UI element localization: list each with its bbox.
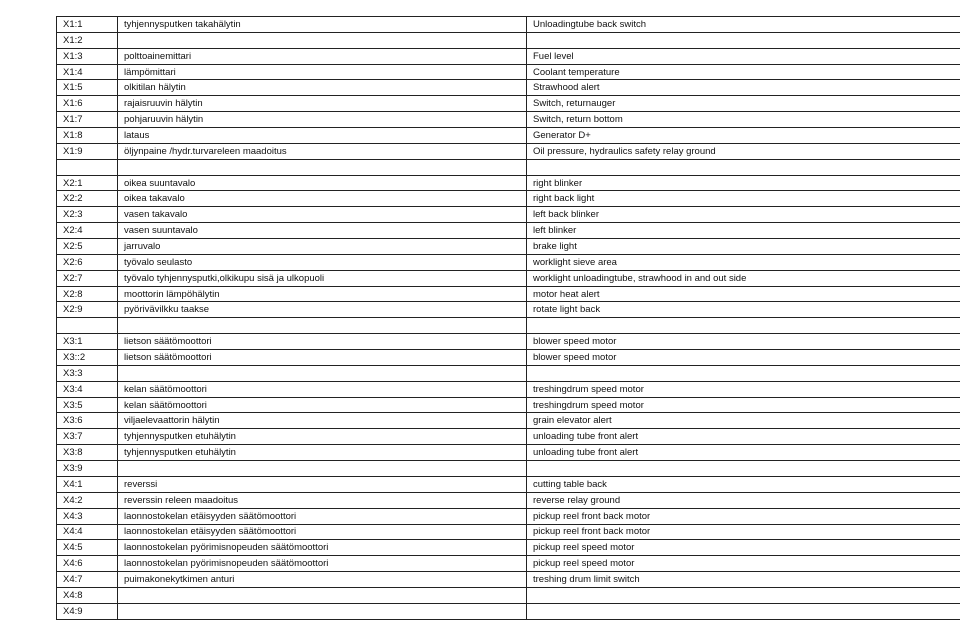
pin-code-cell: X4:7 (57, 572, 118, 588)
pin-code-cell: X4:9 (57, 603, 118, 619)
english-description-cell (527, 159, 960, 175)
pin-code-cell: X2:2 (57, 191, 118, 207)
pin-code-cell: X1:8 (57, 128, 118, 144)
pin-code-cell: X3:1 (57, 334, 118, 350)
english-description-cell: grain elevator alert (527, 413, 960, 429)
pin-code-cell: X2:5 (57, 239, 118, 255)
table-row (57, 48, 960, 64)
pin-code-cell: X2:9 (57, 302, 118, 318)
pin-code-cell: X4:1 (57, 476, 118, 492)
finnish-description-cell: jarruvalo (118, 239, 527, 255)
table-row (57, 143, 960, 159)
connector-pin-table-body (57, 17, 960, 620)
finnish-description-cell: öljynpaine /hydr.turvareleen maadoitus (118, 143, 527, 159)
english-description-cell: left back blinker (527, 207, 960, 223)
table-row (57, 32, 960, 48)
pin-code-cell: X2:6 (57, 254, 118, 270)
finnish-description-cell (118, 318, 527, 334)
pin-code-cell: X3:8 (57, 445, 118, 461)
finnish-description-cell: pyörivävilkku taakse (118, 302, 527, 318)
english-description-cell: blower speed motor (527, 334, 960, 350)
finnish-description-cell: laonnostokelan etäisyyden säätömoottori (118, 508, 527, 524)
english-description-cell: treshingdrum speed motor (527, 397, 960, 413)
finnish-description-cell: tyhjennysputken etuhälytin (118, 429, 527, 445)
english-description-cell: Switch, returnauger (527, 96, 960, 112)
table-row (57, 96, 960, 112)
pin-code-cell (57, 318, 118, 334)
english-description-cell: left blinker (527, 223, 960, 239)
table-row (57, 413, 960, 429)
english-description-cell: treshing drum limit switch (527, 572, 960, 588)
table-row (57, 254, 960, 270)
pin-code-cell: X3:9 (57, 461, 118, 477)
finnish-description-cell: reverssin releen maadoitus (118, 492, 527, 508)
pin-code-cell: X2:8 (57, 286, 118, 302)
finnish-description-cell: kelan säätömoottori (118, 397, 527, 413)
finnish-description-cell (118, 365, 527, 381)
pin-code-cell: X4:5 (57, 540, 118, 556)
table-row (57, 286, 960, 302)
finnish-description-cell: pohjaruuvin hälytin (118, 112, 527, 128)
english-description-cell: pickup reel front back motor (527, 524, 960, 540)
english-description-cell: pickup reel front back motor (527, 508, 960, 524)
pin-code-cell: X3:6 (57, 413, 118, 429)
finnish-description-cell: lietson säätömoottori (118, 334, 527, 350)
connector-pin-table (56, 16, 960, 620)
table-row (57, 64, 960, 80)
finnish-description-cell: vasen takavalo (118, 207, 527, 223)
table-row-separator (57, 159, 960, 175)
english-description-cell: Strawhood alert (527, 80, 960, 96)
pin-code-cell: X3:4 (57, 381, 118, 397)
table-row (57, 429, 960, 445)
english-description-cell: rotate light back (527, 302, 960, 318)
table-row (57, 128, 960, 144)
english-description-cell: motor heat alert (527, 286, 960, 302)
pin-code-cell: X1:6 (57, 96, 118, 112)
finnish-description-cell: reverssi (118, 476, 527, 492)
english-description-cell: blower speed motor (527, 350, 960, 366)
english-description-cell: reverse relay ground (527, 492, 960, 508)
english-description-cell: cutting table back (527, 476, 960, 492)
table-row (57, 603, 960, 619)
table-row (57, 207, 960, 223)
pin-code-cell: X3:3 (57, 365, 118, 381)
finnish-description-cell: viljaelevaattorin hälytin (118, 413, 527, 429)
finnish-description-cell: puimakonekytkimen anturi (118, 572, 527, 588)
pin-code-cell: X4:3 (57, 508, 118, 524)
table-row (57, 17, 960, 33)
finnish-description-cell: tyhjennysputken takahälytin (118, 17, 527, 33)
table-row (57, 365, 960, 381)
finnish-description-cell: moottorin lämpöhälytin (118, 286, 527, 302)
english-description-cell (527, 365, 960, 381)
table-row (57, 381, 960, 397)
finnish-description-cell: polttoainemittari (118, 48, 527, 64)
finnish-description-cell: laonnostokelan pyörimisnopeuden säätömoottori (118, 556, 527, 572)
finnish-description-cell: kelan säätömoottori (118, 381, 527, 397)
finnish-description-cell (118, 159, 527, 175)
pin-code-cell (57, 159, 118, 175)
table-row (57, 461, 960, 477)
english-description-cell: unloading tube front alert (527, 445, 960, 461)
pin-code-cell: X2:7 (57, 270, 118, 286)
table-row (57, 270, 960, 286)
finnish-description-cell: rajaisruuvin hälytin (118, 96, 527, 112)
english-description-cell: pickup reel speed motor (527, 556, 960, 572)
english-description-cell: pickup reel speed motor (527, 540, 960, 556)
english-description-cell: Unloadingtube back switch (527, 17, 960, 33)
pin-code-cell: X3::2 (57, 350, 118, 366)
finnish-description-cell: laonnostokelan etäisyyden säätömoottori (118, 524, 527, 540)
pin-code-cell: X4:4 (57, 524, 118, 540)
finnish-description-cell: lietson säätömoottori (118, 350, 527, 366)
pin-code-cell: X1:4 (57, 64, 118, 80)
finnish-description-cell: vasen suuntavalo (118, 223, 527, 239)
english-description-cell (527, 318, 960, 334)
english-description-cell: right blinker (527, 175, 960, 191)
table-row (57, 350, 960, 366)
table-row (57, 492, 960, 508)
table-row (57, 112, 960, 128)
english-description-cell: right back light (527, 191, 960, 207)
table-row (57, 397, 960, 413)
english-description-cell: brake light (527, 239, 960, 255)
table-row (57, 476, 960, 492)
english-description-cell (527, 32, 960, 48)
finnish-description-cell (118, 603, 527, 619)
table-row (57, 445, 960, 461)
english-description-cell: Coolant temperature (527, 64, 960, 80)
english-description-cell: Switch, return bottom (527, 112, 960, 128)
pin-code-cell: X3:5 (57, 397, 118, 413)
table-row (57, 587, 960, 603)
finnish-description-cell (118, 461, 527, 477)
finnish-description-cell: lataus (118, 128, 527, 144)
pin-code-cell: X2:3 (57, 207, 118, 223)
table-row-separator (57, 318, 960, 334)
pin-code-cell: X1:5 (57, 80, 118, 96)
finnish-description-cell: lämpömittari (118, 64, 527, 80)
table-row (57, 572, 960, 588)
table-row (57, 508, 960, 524)
english-description-cell (527, 461, 960, 477)
english-description-cell: unloading tube front alert (527, 429, 960, 445)
english-description-cell: worklight sieve area (527, 254, 960, 270)
pin-code-cell: X4:6 (57, 556, 118, 572)
pin-code-cell: X2:4 (57, 223, 118, 239)
finnish-description-cell (118, 587, 527, 603)
pin-code-cell: X1:1 (57, 17, 118, 33)
pin-code-cell: X1:2 (57, 32, 118, 48)
english-description-cell: Oil pressure, hydraulics safety relay ground (527, 143, 960, 159)
finnish-description-cell: oikea takavalo (118, 191, 527, 207)
table-row (57, 334, 960, 350)
finnish-description-cell: oikea suuntavalo (118, 175, 527, 191)
finnish-description-cell (118, 32, 527, 48)
table-row (57, 540, 960, 556)
english-description-cell: Fuel level (527, 48, 960, 64)
pin-code-cell: X1:3 (57, 48, 118, 64)
table-row (57, 80, 960, 96)
pin-code-cell: X2:1 (57, 175, 118, 191)
table-row (57, 524, 960, 540)
pin-code-cell: X4:2 (57, 492, 118, 508)
pin-code-cell: X4:8 (57, 587, 118, 603)
english-description-cell: Generator D+ (527, 128, 960, 144)
finnish-description-cell: työvalo tyhjennysputki,olkikupu sisä ja ulkopuoli (118, 270, 527, 286)
finnish-description-cell: työvalo seulasto (118, 254, 527, 270)
table-row (57, 239, 960, 255)
table-row (57, 191, 960, 207)
finnish-description-cell: tyhjennysputken etuhälytin (118, 445, 527, 461)
finnish-description-cell: laonnostokelan pyörimisnopeuden säätömoottori (118, 540, 527, 556)
table-row (57, 223, 960, 239)
english-description-cell: worklight unloadingtube, strawhood in and out side (527, 270, 960, 286)
finnish-description-cell: olkitilan hälytin (118, 80, 527, 96)
table-row (57, 302, 960, 318)
table-row (57, 175, 960, 191)
pin-code-cell: X3:7 (57, 429, 118, 445)
english-description-cell (527, 587, 960, 603)
table-row (57, 556, 960, 572)
english-description-cell: treshingdrum speed motor (527, 381, 960, 397)
pin-code-cell: X1:9 (57, 143, 118, 159)
english-description-cell (527, 603, 960, 619)
pin-code-cell: X1:7 (57, 112, 118, 128)
